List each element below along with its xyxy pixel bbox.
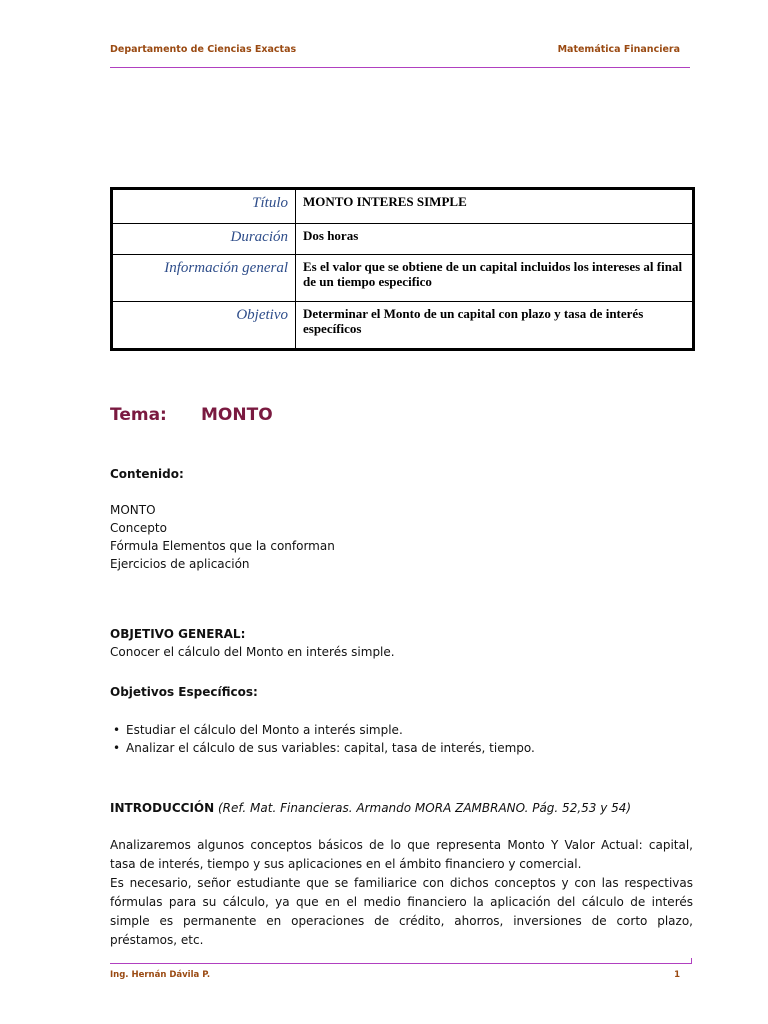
info-table (110, 187, 695, 351)
table-row (112, 255, 694, 302)
list-item: Fórmula Elementos que la conforman (110, 539, 335, 553)
introduction-heading (110, 799, 693, 817)
contents-section (110, 465, 693, 573)
table-row (112, 224, 694, 255)
table-row (112, 302, 694, 350)
row-key-informacion: Información general (112, 255, 296, 302)
page-number: 1 (674, 970, 680, 980)
row-key-titulo: Título (112, 189, 296, 224)
topic-value: MONTO (201, 405, 273, 425)
list-item: • Estudiar el cálculo del Monto a interés simple. (110, 721, 693, 739)
page-footer (110, 963, 692, 980)
page-header (110, 42, 690, 68)
introduction-title: INTRODUCCIÓN (110, 801, 215, 815)
specific-objectives-section (110, 683, 693, 757)
row-value-titulo: MONTO INTERES SIMPLE (296, 189, 694, 224)
row-key-objetivo: Objetivo (112, 302, 296, 350)
header-department: Departamento de Ciencias Exactas (110, 44, 297, 55)
general-objective-title: OBJETIVO GENERAL: (110, 627, 246, 641)
list-item: Ejercicios de aplicación (110, 557, 250, 571)
introduction-paragraph-2: Es necesario, señor estudiante que se familiarice con dichos conceptos y con las respectivas fórmulas para su cálculo, ya que en el medio financiero la aplicación del cálculo de interés simple es permanente en operaciones de crédito, ahorros, inversiones de corto plazo, préstamos, etc. (110, 876, 693, 947)
row-value-duracion: Dos horas (296, 224, 694, 255)
contents-title: Contenido: (110, 467, 184, 481)
specific-objectives-list (110, 721, 693, 757)
general-objective-section (110, 625, 693, 661)
general-objective-text: Conocer el cálculo del Monto en interés simple. (110, 645, 395, 659)
introduction-paragraph-1: Analizaremos algunos conceptos básicos de lo que representa Monto Y Valor Actual: capital, tasa de interés, tiempo y sus aplicaciones en el ámbito financiero y comercial. (110, 838, 693, 871)
specific-objectives-title: Objetivos Específicos: (110, 685, 258, 699)
list-item: MONTO (110, 503, 156, 517)
introduction-section (110, 799, 693, 950)
introduction-reference: (Ref. Mat. Financieras. Armando MORA ZAMBRANO. Pág. 52,53 y 54) (218, 801, 632, 815)
row-key-duracion: Duración (112, 224, 296, 255)
list-item: • Analizar el cálculo de sus variables: capital, tasa de interés, tiempo. (110, 739, 693, 757)
footer-author: Ing. Hernán Dávila P. (110, 970, 211, 980)
topic-heading (110, 405, 273, 425)
row-value-objetivo: Determinar el Monto de un capital con plazo y tasa de interés específicos (296, 302, 694, 350)
header-subject: Matemática Financiera (557, 44, 680, 55)
row-value-informacion: Es el valor que se obtiene de un capital incluidos los intereses al final de un tiempo especifico (296, 255, 694, 302)
table-row (112, 189, 694, 224)
topic-label: Tema: (110, 405, 167, 425)
introduction-body (110, 836, 693, 950)
footer-divider-tick (691, 958, 692, 964)
list-item: Concepto (110, 521, 167, 535)
